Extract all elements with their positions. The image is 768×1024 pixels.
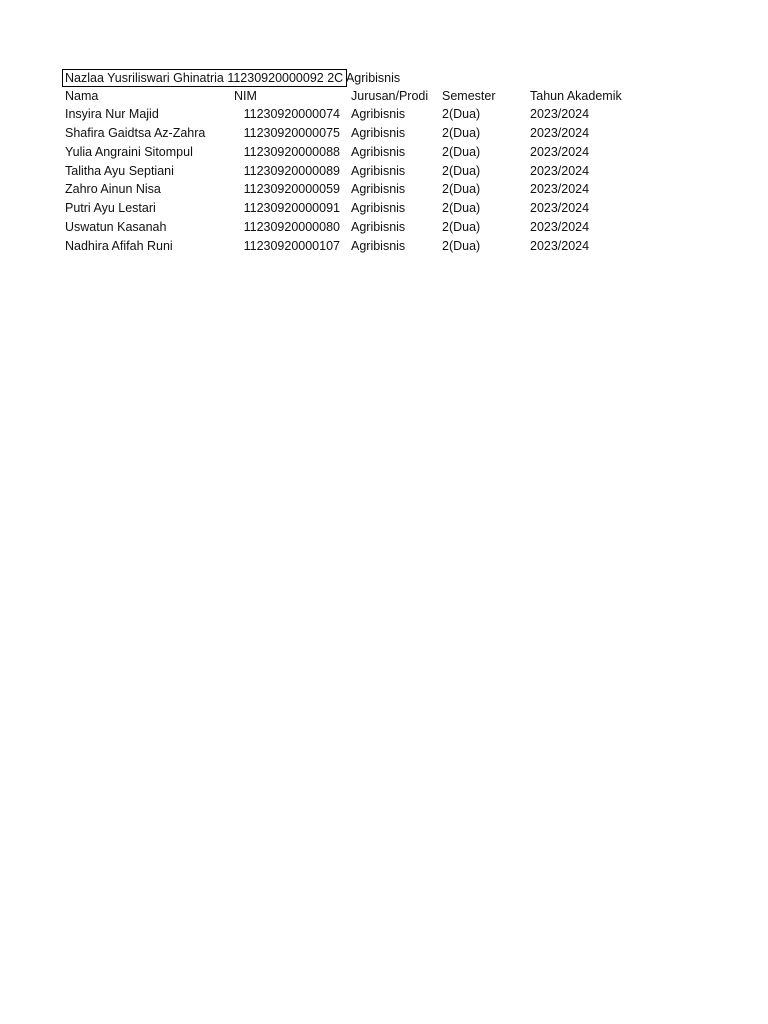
cell-nama[interactable]: Putri Ayu Lestari xyxy=(65,201,156,215)
cell-nama[interactable]: Zahro Ainun Nisa xyxy=(65,182,161,196)
selected-title-cell[interactable]: Nazlaa Yusriliswari Ghinatria 11230920000092 2C Agribisnis xyxy=(62,69,347,87)
cell-nim[interactable]: 11230920000107 xyxy=(243,239,340,253)
cell-nama[interactable]: Uswatun Kasanah xyxy=(65,220,167,234)
column-header-semester: Semester xyxy=(442,89,496,103)
cell-nim[interactable]: 11230920000080 xyxy=(243,220,340,234)
cell-tahun[interactable]: 2023/2024 xyxy=(530,201,590,215)
column-header-nim: NIM xyxy=(234,89,257,103)
cell-nim[interactable]: 11230920000091 xyxy=(243,201,340,215)
cell-nama[interactable]: Nadhira Afifah Runi xyxy=(65,239,173,253)
column-header-tahun: Tahun Akademik xyxy=(530,89,622,103)
cell-nama[interactable]: Insyira Nur Majid xyxy=(65,107,159,121)
cell-semester[interactable]: 2(Dua) xyxy=(442,239,481,253)
cell-semester[interactable]: 2(Dua) xyxy=(442,182,481,196)
cell-nim[interactable]: 11230920000075 xyxy=(243,126,340,140)
cell-jurusan[interactable]: Agribisnis xyxy=(351,126,406,140)
cell-nim[interactable]: 11230920000059 xyxy=(243,182,340,196)
cell-tahun[interactable]: 2023/2024 xyxy=(530,182,590,196)
cell-tahun[interactable]: 2023/2024 xyxy=(530,239,590,253)
cell-semester[interactable]: 2(Dua) xyxy=(442,164,481,178)
cell-jurusan[interactable]: Agribisnis xyxy=(351,145,406,159)
cell-tahun[interactable]: 2023/2024 xyxy=(530,220,590,234)
cell-semester[interactable]: 2(Dua) xyxy=(442,201,481,215)
cell-tahun[interactable]: 2023/2024 xyxy=(530,164,590,178)
cell-nama[interactable]: Talitha Ayu Septiani xyxy=(65,164,174,178)
cell-nim[interactable]: 11230920000088 xyxy=(243,145,340,159)
cell-nama[interactable]: Shafira Gaidtsa Az-Zahra xyxy=(65,126,206,140)
cell-jurusan[interactable]: Agribisnis xyxy=(351,201,406,215)
cell-tahun[interactable]: 2023/2024 xyxy=(530,107,590,121)
cell-semester[interactable]: 2(Dua) xyxy=(442,126,481,140)
column-header-nama: Nama xyxy=(65,89,99,103)
cell-nim[interactable]: 11230920000074 xyxy=(243,107,340,121)
cell-nama[interactable]: Yulia Angraini Sitompul xyxy=(65,145,193,159)
cell-semester[interactable]: 2(Dua) xyxy=(442,107,481,121)
cell-jurusan[interactable]: Agribisnis xyxy=(351,164,406,178)
cell-jurusan[interactable]: Agribisnis xyxy=(351,220,406,234)
cell-jurusan[interactable]: Agribisnis xyxy=(351,182,406,196)
cell-semester[interactable]: 2(Dua) xyxy=(442,220,481,234)
cell-semester[interactable]: 2(Dua) xyxy=(442,145,481,159)
column-header-jurusan: Jurusan/Prodi xyxy=(351,89,429,103)
cell-tahun[interactable]: 2023/2024 xyxy=(530,145,590,159)
cell-jurusan[interactable]: Agribisnis xyxy=(351,107,406,121)
cell-jurusan[interactable]: Agribisnis xyxy=(351,239,406,253)
cell-nim[interactable]: 11230920000089 xyxy=(243,164,340,178)
cell-tahun[interactable]: 2023/2024 xyxy=(530,126,590,140)
